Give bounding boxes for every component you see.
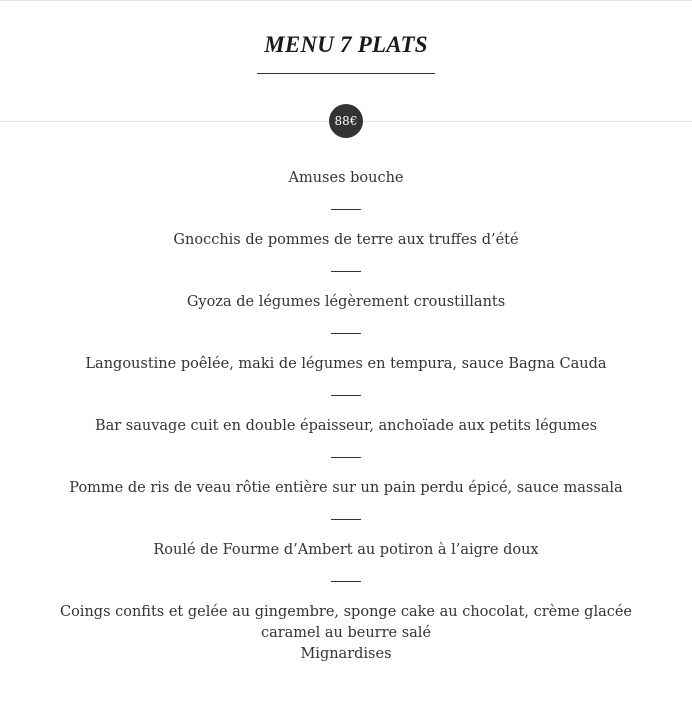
course-item: Gyoza de légumes légèrement croustillants xyxy=(186,294,506,310)
course-item: Bar sauvage cuit en double épaisseur, anchoïade aux petits légumes xyxy=(94,418,598,434)
closing-item: Mignardises xyxy=(300,646,392,662)
course-separator xyxy=(331,333,361,334)
course-separator xyxy=(331,519,361,520)
course-item: Gnocchis de pommes de terre aux truffes d’été xyxy=(173,232,519,248)
title-underline xyxy=(257,73,435,74)
course-separator xyxy=(331,581,361,582)
course-list xyxy=(0,168,692,665)
course-item: Langoustine poêlée, maki de légumes en tempura, sauce Bagna Cauda xyxy=(85,356,607,372)
course-item: Amuses bouche xyxy=(288,170,404,186)
course-item: Roulé de Fourme d’Ambert au potiron à l’aigre doux xyxy=(153,542,539,558)
course-item: Coings confits et gelée au gingembre, sponge cake au chocolat, crème glacée caramel au beurre salé xyxy=(59,604,633,641)
course-separator xyxy=(331,457,361,458)
course-separator xyxy=(331,209,361,210)
menu-title: MENU 7 PLATS xyxy=(264,32,428,57)
course-separator xyxy=(331,395,361,396)
price-badge: 88€ xyxy=(329,104,363,138)
course-separator xyxy=(331,271,361,272)
course-item: Pomme de ris de veau rôtie entière sur un pain perdu épicé, sauce massala xyxy=(69,480,623,496)
top-border xyxy=(0,0,692,1)
